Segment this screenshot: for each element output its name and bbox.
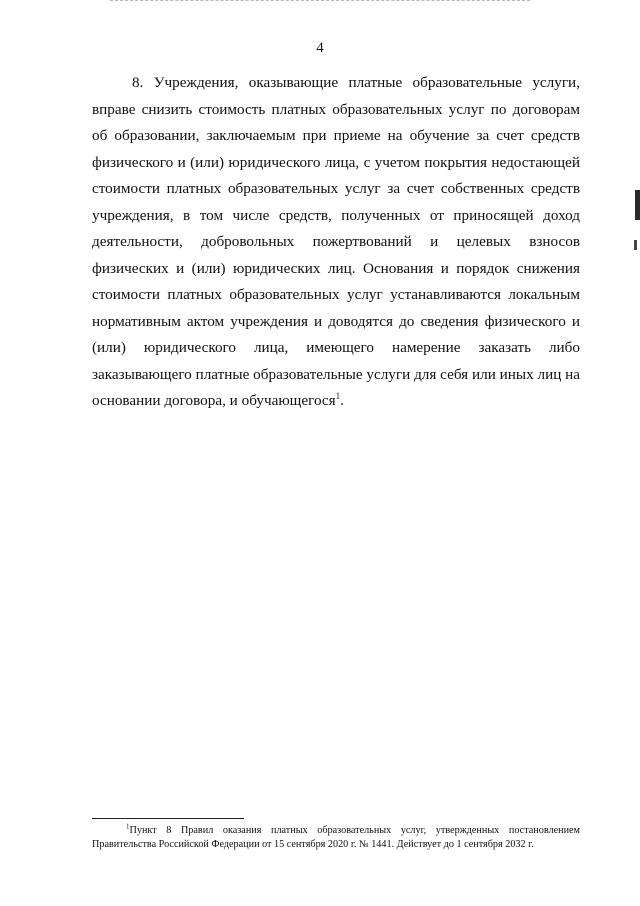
- page-number: 4: [316, 40, 324, 56]
- footnote-separator: [92, 818, 244, 819]
- footnote-number: 1: [126, 822, 130, 831]
- scan-artifact-top: [110, 0, 530, 3]
- scan-artifact-right-small: [634, 240, 637, 250]
- footnote: [92, 824, 580, 851]
- paragraph-end: .: [340, 392, 344, 409]
- footnote-reference[interactable]: 1: [335, 390, 341, 401]
- scan-artifact-right: [635, 190, 640, 220]
- main-paragraph: [92, 70, 580, 415]
- paragraph-text: 8. Учреждения, оказывающие платные образовательные услуги, вправе снизить стоимость платных образовательных услуг по договорам об образовании, заключаемым при приеме на обучение за счет средств физического и (или) юридического лица, с учетом покрытия недостающей стоимости платных образовательных услуг за счет собственных средств учреждения, в том числе средств, полученных от приносящей доход деятельности, добровольных пожертвований и целевых взносов физических и (или) юридических лиц. Основания и порядок снижения стоимости платных образовательных услуг устанавливаются локальным нормативным актом учреждения и доводятся до сведения физического и (или) юридического лица, имеющего намерение заказать либо заказывающего платные образовательные услуги для себя или иных лиц на основании договора, и обучающегося: [92, 74, 580, 409]
- footnote-text: Пункт 8 Правил оказания платных образовательных услуг, утвержденных постановлением Правительства Российской Федерации от 15 сентября 2020 г. № 1441. Действует до 1 сентября 2032 г.: [92, 825, 580, 850]
